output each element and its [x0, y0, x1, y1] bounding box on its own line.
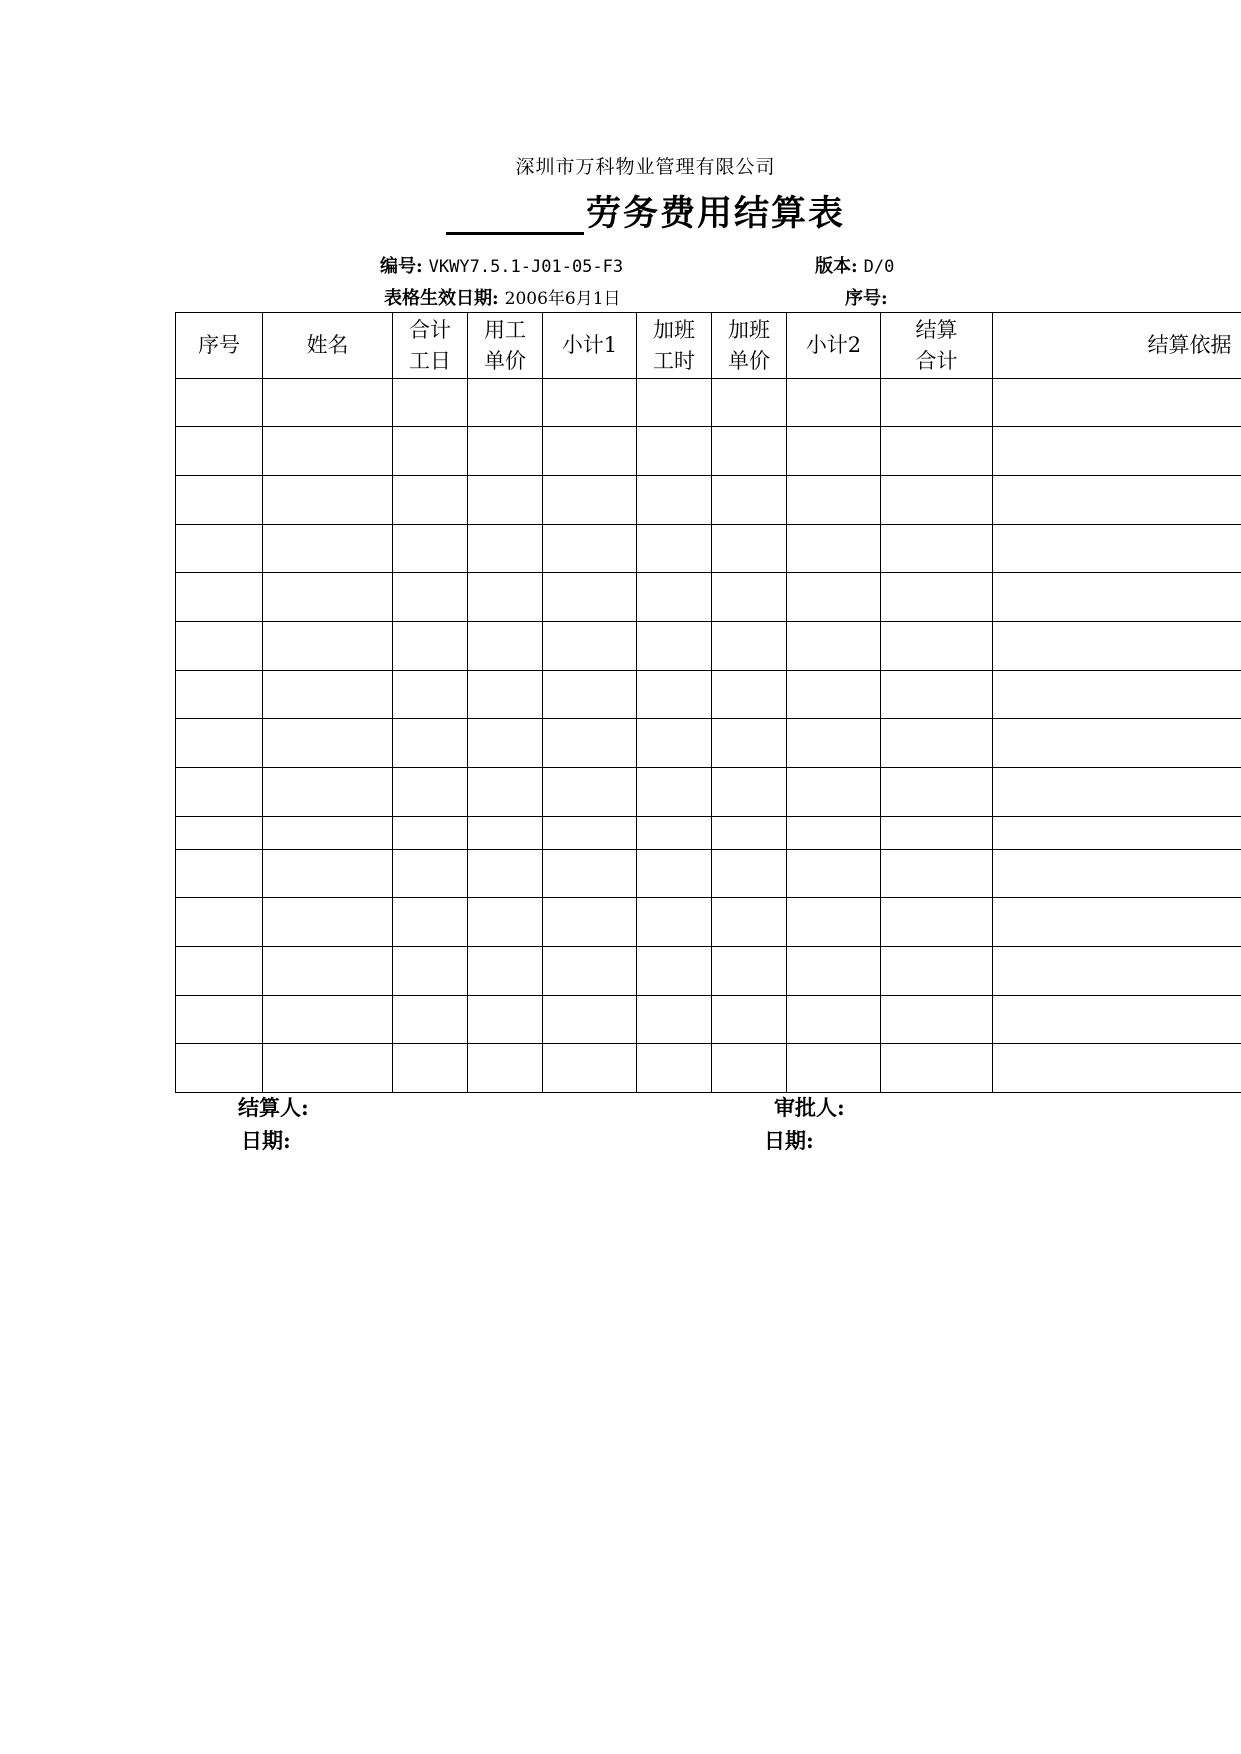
- table-cell[interactable]: [263, 850, 393, 898]
- table-cell[interactable]: [637, 1044, 712, 1093]
- table-cell[interactable]: [637, 996, 712, 1044]
- table-row: [176, 817, 1241, 850]
- table-cell[interactable]: [881, 476, 993, 525]
- table-cell[interactable]: [993, 719, 1241, 768]
- table-cell[interactable]: [468, 573, 543, 622]
- table-cell[interactable]: [787, 996, 881, 1044]
- table-cell[interactable]: [176, 719, 263, 768]
- form-serial: [845, 284, 888, 310]
- table-cell[interactable]: [263, 817, 393, 850]
- table-cell[interactable]: [787, 947, 881, 996]
- form-version: [815, 252, 894, 278]
- table-cell[interactable]: [637, 476, 712, 525]
- form-version-value: D/0: [863, 257, 895, 277]
- table-cell[interactable]: [787, 525, 881, 573]
- table-cell[interactable]: [637, 525, 712, 573]
- header-settlement-basis: 结算依据: [993, 313, 1241, 379]
- table-cell[interactable]: [881, 622, 993, 671]
- table-cell[interactable]: [712, 898, 787, 947]
- table-cell[interactable]: [543, 525, 637, 573]
- table-cell[interactable]: [712, 850, 787, 898]
- table-cell[interactable]: [263, 427, 393, 476]
- table-cell[interactable]: [543, 671, 637, 719]
- table-cell[interactable]: [468, 768, 543, 817]
- table-cell[interactable]: [637, 573, 712, 622]
- table-cell[interactable]: [637, 622, 712, 671]
- table-cell[interactable]: [881, 1044, 993, 1093]
- table-cell[interactable]: [712, 768, 787, 817]
- table-cell[interactable]: [881, 573, 993, 622]
- table-cell[interactable]: [787, 573, 881, 622]
- table-cell[interactable]: [543, 947, 637, 996]
- table-cell[interactable]: [787, 427, 881, 476]
- table-cell[interactable]: [712, 427, 787, 476]
- form-code-label: 编号:: [380, 256, 423, 277]
- table-cell[interactable]: [263, 525, 393, 573]
- table-cell[interactable]: [543, 573, 637, 622]
- table-cell[interactable]: [543, 898, 637, 947]
- form-effective-date-value: 2006年6月1日: [504, 289, 621, 309]
- table-cell[interactable]: [712, 996, 787, 1044]
- settlement-table-container: [175, 312, 1241, 1093]
- table-cell[interactable]: [468, 947, 543, 996]
- table-cell[interactable]: [263, 947, 393, 996]
- table-row: [176, 622, 1241, 671]
- table-cell[interactable]: [637, 898, 712, 947]
- table-cell[interactable]: [263, 671, 393, 719]
- table-cell[interactable]: [176, 476, 263, 525]
- table-cell[interactable]: [263, 1044, 393, 1093]
- table-cell[interactable]: [468, 996, 543, 1044]
- table-cell[interactable]: [881, 719, 993, 768]
- table-cell[interactable]: [993, 1044, 1241, 1093]
- header-overtime-unit-price: 加班 单价: [712, 313, 787, 379]
- table-cell[interactable]: [393, 947, 468, 996]
- table-cell[interactable]: [712, 476, 787, 525]
- table-cell[interactable]: [637, 427, 712, 476]
- table-cell[interactable]: [393, 719, 468, 768]
- table-header-row: [176, 313, 1241, 379]
- table-cell[interactable]: [393, 996, 468, 1044]
- table-row: [176, 947, 1241, 996]
- form-effective-date: [384, 284, 621, 310]
- table-cell[interactable]: [176, 427, 263, 476]
- table-cell[interactable]: [263, 996, 393, 1044]
- table-cell[interactable]: [543, 817, 637, 850]
- table-cell[interactable]: [176, 379, 263, 427]
- table-body: [176, 379, 1241, 1093]
- header-serial: 序号: [176, 313, 263, 379]
- table-row: [176, 476, 1241, 525]
- company-name: 深圳市万科物业管理有限公司: [515, 156, 776, 178]
- table-row: [176, 996, 1241, 1044]
- table-cell[interactable]: [993, 947, 1241, 996]
- table-cell[interactable]: [787, 719, 881, 768]
- table-cell[interactable]: [712, 817, 787, 850]
- table-cell[interactable]: [468, 898, 543, 947]
- table-cell[interactable]: [993, 898, 1241, 947]
- header-overtime-hours: 加班 工时: [637, 313, 712, 379]
- table-cell[interactable]: [993, 671, 1241, 719]
- table-row: [176, 427, 1241, 476]
- table-cell[interactable]: [263, 898, 393, 947]
- table-cell[interactable]: [993, 622, 1241, 671]
- table-cell[interactable]: [993, 573, 1241, 622]
- table-cell[interactable]: [263, 622, 393, 671]
- table-cell[interactable]: [993, 996, 1241, 1044]
- form-code: [380, 252, 623, 278]
- table-cell[interactable]: [468, 622, 543, 671]
- table-cell[interactable]: [787, 379, 881, 427]
- table-cell[interactable]: [468, 719, 543, 768]
- table-cell[interactable]: [393, 671, 468, 719]
- table-cell[interactable]: [543, 476, 637, 525]
- table-cell[interactable]: [637, 850, 712, 898]
- table-cell[interactable]: [881, 850, 993, 898]
- table-cell[interactable]: [263, 719, 393, 768]
- table-cell[interactable]: [787, 671, 881, 719]
- table-cell[interactable]: [787, 850, 881, 898]
- table-row: [176, 525, 1241, 573]
- table-cell[interactable]: [787, 768, 881, 817]
- table-cell[interactable]: [712, 573, 787, 622]
- table-cell[interactable]: [881, 996, 993, 1044]
- table-cell[interactable]: [543, 379, 637, 427]
- table-cell[interactable]: [543, 1044, 637, 1093]
- table-row: [176, 379, 1241, 427]
- table-cell[interactable]: [393, 817, 468, 850]
- table-cell[interactable]: [881, 768, 993, 817]
- table-row: [176, 719, 1241, 768]
- table-cell[interactable]: [393, 850, 468, 898]
- table-cell[interactable]: [637, 947, 712, 996]
- table-cell[interactable]: [993, 427, 1241, 476]
- table-cell[interactable]: [637, 379, 712, 427]
- table-cell[interactable]: [176, 817, 263, 850]
- table-cell[interactable]: [993, 768, 1241, 817]
- table-cell[interactable]: [393, 427, 468, 476]
- table-cell[interactable]: [787, 817, 881, 850]
- table-cell[interactable]: [468, 1044, 543, 1093]
- header-labor-unit-price: 用工 单价: [468, 313, 543, 379]
- table-row: [176, 671, 1241, 719]
- table-cell[interactable]: [468, 379, 543, 427]
- table-cell[interactable]: [263, 768, 393, 817]
- table-cell[interactable]: [263, 573, 393, 622]
- form-code-value: VKWY7.5.1-J01-05-F3: [428, 257, 624, 277]
- header-settlement-total: 结算 合计: [881, 313, 993, 379]
- table-row: [176, 850, 1241, 898]
- form-title-line: [0, 192, 1241, 235]
- table-cell[interactable]: [881, 947, 993, 996]
- table-cell[interactable]: [176, 898, 263, 947]
- table-cell[interactable]: [393, 573, 468, 622]
- settler-date-label: 日期:: [241, 1128, 291, 1153]
- table-cell[interactable]: [993, 817, 1241, 850]
- table-cell[interactable]: [176, 525, 263, 573]
- settlement-table: [175, 312, 1241, 1093]
- table-cell[interactable]: [787, 1044, 881, 1093]
- table-row: [176, 898, 1241, 947]
- table-cell[interactable]: [393, 525, 468, 573]
- table-cell[interactable]: [543, 427, 637, 476]
- table-cell[interactable]: [712, 719, 787, 768]
- table-cell[interactable]: [543, 850, 637, 898]
- settler-label: 结算人:: [238, 1095, 309, 1120]
- table-cell[interactable]: [993, 379, 1241, 427]
- table-cell[interactable]: [263, 379, 393, 427]
- table-cell[interactable]: [637, 768, 712, 817]
- table-cell[interactable]: [393, 379, 468, 427]
- table-cell[interactable]: [176, 671, 263, 719]
- header-total-workdays: 合计 工日: [393, 313, 468, 379]
- table-cell[interactable]: [543, 996, 637, 1044]
- title-blank-underline: [446, 192, 584, 235]
- table-cell[interactable]: [468, 671, 543, 719]
- table-cell[interactable]: [712, 622, 787, 671]
- table-cell[interactable]: [881, 379, 993, 427]
- table-cell[interactable]: [637, 671, 712, 719]
- table-cell[interactable]: [993, 850, 1241, 898]
- table-cell[interactable]: [176, 622, 263, 671]
- header-name: 姓名: [263, 313, 393, 379]
- table-cell[interactable]: [393, 768, 468, 817]
- table-cell[interactable]: [468, 817, 543, 850]
- table-cell[interactable]: [176, 768, 263, 817]
- table-cell[interactable]: [637, 719, 712, 768]
- table-cell[interactable]: [393, 476, 468, 525]
- form-effective-date-label: 表格生效日期:: [384, 288, 499, 309]
- table-cell[interactable]: [468, 525, 543, 573]
- table-cell[interactable]: [176, 996, 263, 1044]
- table-cell[interactable]: [881, 427, 993, 476]
- table-row: [176, 1044, 1241, 1093]
- table-cell[interactable]: [637, 817, 712, 850]
- form-serial-label: 序号:: [845, 288, 888, 309]
- table-cell[interactable]: [543, 719, 637, 768]
- table-cell[interactable]: [787, 476, 881, 525]
- table-cell[interactable]: [881, 671, 993, 719]
- table-cell[interactable]: [393, 898, 468, 947]
- table-cell[interactable]: [712, 1044, 787, 1093]
- table-cell[interactable]: [543, 622, 637, 671]
- table-cell[interactable]: [393, 622, 468, 671]
- header-subtotal-1: 小计1: [543, 313, 637, 379]
- table-cell[interactable]: [881, 898, 993, 947]
- table-cell[interactable]: [993, 525, 1241, 573]
- table-cell[interactable]: [468, 476, 543, 525]
- table-cell[interactable]: [468, 427, 543, 476]
- table-cell[interactable]: [393, 1044, 468, 1093]
- table-cell[interactable]: [712, 671, 787, 719]
- approver-label: 审批人:: [774, 1095, 845, 1120]
- table-cell[interactable]: [543, 768, 637, 817]
- header-subtotal-2: 小计2: [787, 313, 881, 379]
- table-row: [176, 768, 1241, 817]
- table-row: [176, 573, 1241, 622]
- table-cell[interactable]: [176, 850, 263, 898]
- table-cell[interactable]: [263, 476, 393, 525]
- table-cell[interactable]: [176, 947, 263, 996]
- table-cell[interactable]: [993, 476, 1241, 525]
- table-cell[interactable]: [787, 898, 881, 947]
- table-cell[interactable]: [881, 817, 993, 850]
- table-cell[interactable]: [881, 525, 993, 573]
- table-cell[interactable]: [712, 947, 787, 996]
- form-title: 劳务费用结算表: [585, 193, 845, 234]
- form-version-label: 版本:: [815, 256, 858, 277]
- table-cell[interactable]: [712, 379, 787, 427]
- table-cell[interactable]: [787, 622, 881, 671]
- table-cell[interactable]: [468, 850, 543, 898]
- table-cell[interactable]: [712, 525, 787, 573]
- table-cell[interactable]: [176, 573, 263, 622]
- table-cell[interactable]: [176, 1044, 263, 1093]
- approver-date-label: 日期:: [764, 1128, 814, 1153]
